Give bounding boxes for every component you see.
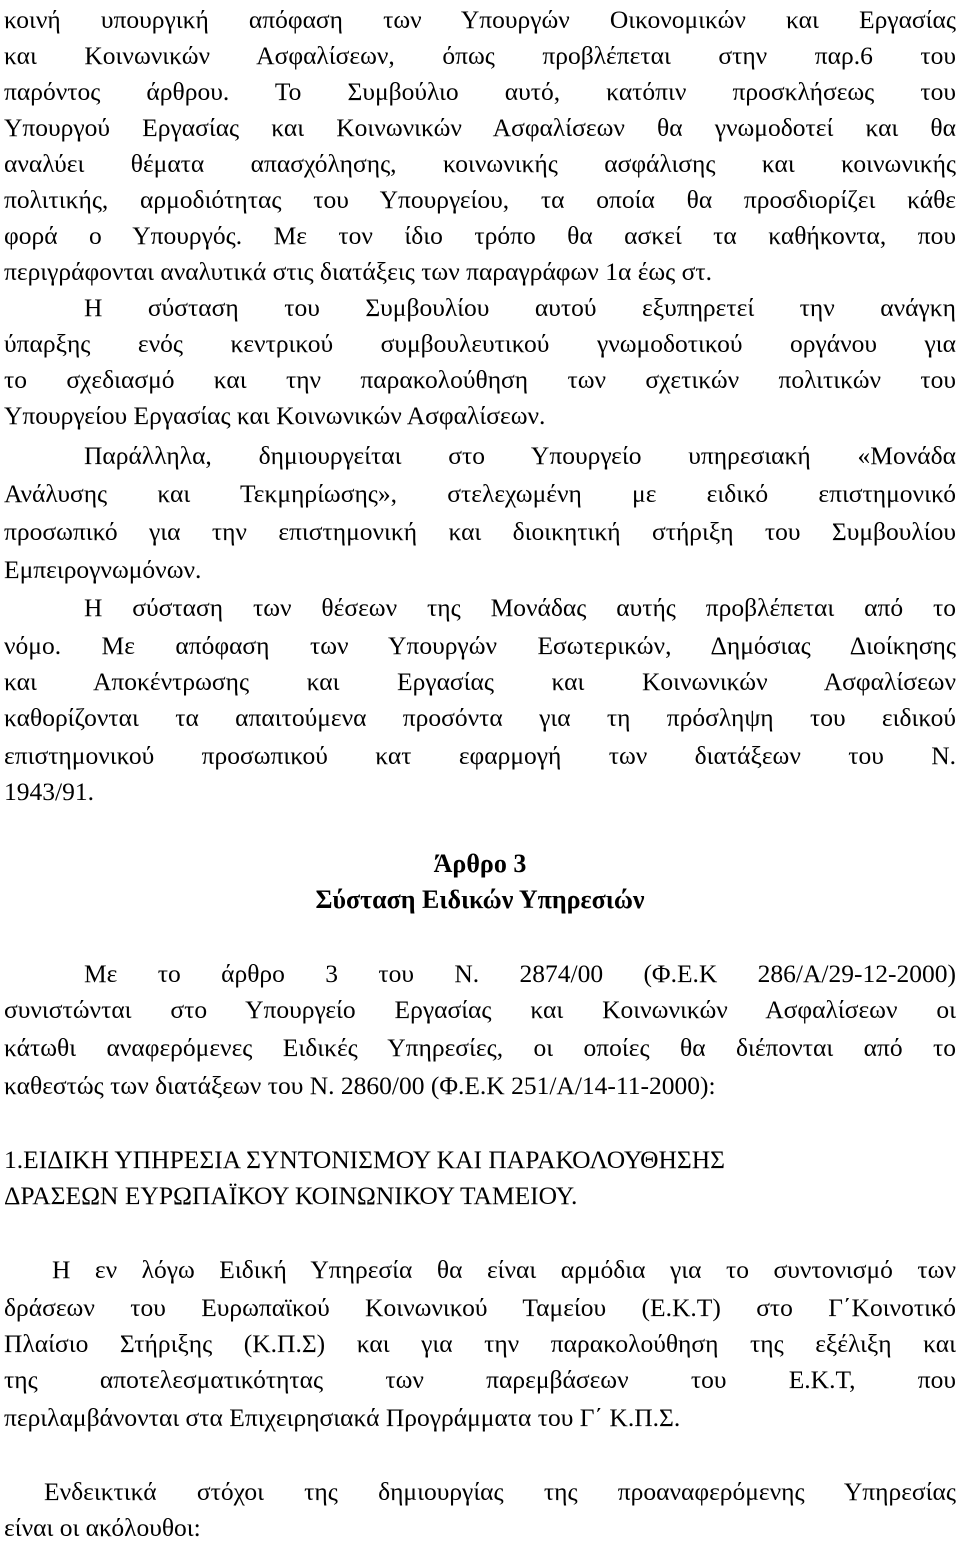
article-number: Άρθρο 3	[433, 849, 527, 878]
text-line: Υπουργείου Εργασίας και Κοινωνικών Ασφαλίσεων.	[4, 401, 546, 430]
text-line: Παράλληλα, δημιουργείται στο Υπουργείο υπηρεσιακή «Μονάδα	[84, 441, 956, 470]
text-line: Η σύσταση των θέσεων της Μονάδας αυτής προβλέπεται από το	[84, 593, 956, 622]
text-line: καθεστώς των διατάξεων του Ν. 2860/00 (Φ.Ε.Κ 251/Α/14-11-2000):	[4, 1071, 716, 1100]
text-line: Η σύσταση του Συμβουλίου αυτού εξυπηρετεί την ανάγκη	[84, 293, 956, 322]
text-line: Πλαίσιο Στήριξης (Κ.Π.Σ) και για την παρακολούθηση της εξέλιξη και	[4, 1329, 956, 1358]
text-line: Ενδεικτικά στόχοι της δημιουργίας της προαναφερόμενης Υπηρεσίας	[44, 1477, 956, 1506]
text-line: το σχεδιασμό και την παρακολούθηση των σχετικών πολιτικών του	[4, 365, 956, 394]
text-line: Εμπειρογνωμόνων.	[4, 555, 202, 584]
text-line: φορά ο Υπουργός. Με τον ίδιο τρόπο θα ασκεί τα καθήκοντα, που	[4, 221, 956, 250]
text-line: νόμο. Με απόφαση των Υπουργών Εσωτερικών, Δημόσιας Διοίκησης	[4, 631, 956, 660]
article-title: Σύσταση Ειδικών Υπηρεσιών	[315, 885, 645, 914]
service-heading-line: 1.ΕΙΔΙΚΗ ΥΠΗΡΕΣΙΑ ΣΥΝΤΟΝΙΣΜΟΥ ΚΑΙ ΠΑΡΑΚΟΛΟΥΘΗΣΗΣ	[4, 1145, 726, 1174]
text-line: πολιτικής, αρμοδιότητας του Υπουργείου, τα οποία θα προσδιορίζει κάθε	[4, 185, 956, 214]
text-line: παρόντος άρθρου. Το Συμβούλιο αυτό, κατόπιν προσκλήσεως του	[4, 77, 956, 106]
text-line: είναι οι ακόλουθοι:	[4, 1513, 201, 1542]
text-line: της αποτελεσματικότητας των παρεμβάσεων του Ε.Κ.Τ, που	[4, 1365, 956, 1394]
text-line: ύπαρξης ενός κεντρικού συμβουλευτικού γνωμοδοτικού οργάνου για	[4, 329, 956, 358]
text-line: αναλύει θέματα απασχόλησης, κοινωνικής ασφάλισης και κοινωνικής	[4, 149, 956, 178]
text-line: περιγράφονται αναλυτικά στις διατάξεις των παραγράφων 1α έως στ.	[4, 257, 713, 286]
text-line: συνιστώνται στο Υπουργείο Εργασίας και Κοινωνικών Ασφαλίσεων οι	[4, 995, 956, 1024]
service-heading-line: ΔΡΑΣΕΩΝ ΕΥΡΩΠΑΪΚΟΥ ΚΟΙΝΩΝΙΚΟΥ ΤΑΜΕΙΟΥ.	[4, 1181, 578, 1210]
text-line: περιλαμβάνονται στα Επιχειρησιακά Προγράμματα του Γ΄ Κ.Π.Σ.	[4, 1403, 681, 1432]
text-line: Υπουργού Εργασίας και Κοινωνικών Ασφαλίσεων θα γνωμοδοτεί και θα	[4, 113, 956, 142]
text-line: καθορίζονται τα απαιτούμενα προσόντα για τη πρόσληψη του ειδικού	[4, 703, 956, 732]
text-line: 1943/91.	[4, 777, 94, 806]
text-line: Με το άρθρο 3 του Ν. 2874/00 (Φ.Ε.Κ 286/Α/29-12-2000)	[84, 959, 956, 988]
text-line: δράσεων του Ευρωπαϊκού Κοινωνικού Ταμείου (Ε.Κ.Τ) στο Γ΄Κοινοτικό	[4, 1293, 956, 1322]
text-line: και Αποκέντρωσης και Εργασίας και Κοινωνικών Ασφαλίσεων	[4, 667, 956, 696]
text-line: Η εν λόγω Ειδική Υπηρεσία θα είναι αρμόδια για το συντονισμό των	[52, 1255, 956, 1284]
text-line: κάτωθι αναφερόμενες Ειδικές Υπηρεσίες, οι οποίες θα διέπονται από το	[4, 1033, 956, 1062]
text-line: επιστημονικού προσωπικού κατ εφαρμογή των διατάξεων του Ν.	[4, 741, 956, 770]
text-line: κοινή υπουργική απόφαση των Υπουργών Οικονομικών και Εργασίας	[4, 5, 956, 34]
text-line: προσωπικό για την επιστημονική και διοικητική στήριξη του Συμβουλίου	[4, 517, 956, 546]
text-line: Ανάλυσης και Τεκμηρίωσης», στελεχωμένη με ειδικό επιστημονικό	[4, 479, 956, 508]
text-line: και Κοινωνικών Ασφαλίσεων, όπως προβλέπεται στην παρ.6 του	[4, 41, 956, 70]
